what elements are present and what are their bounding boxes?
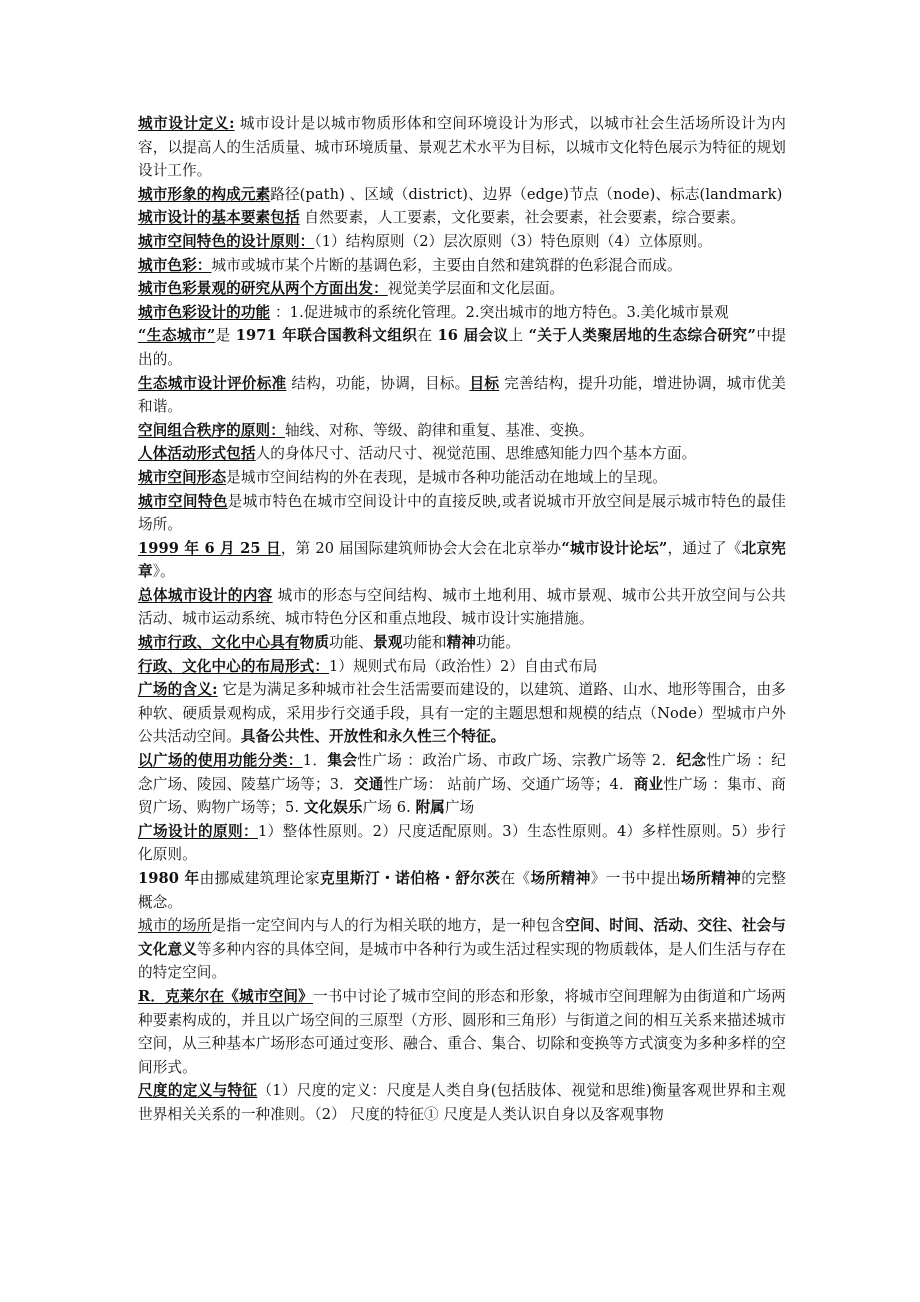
term: 生态城市设计评价标准	[138, 374, 287, 392]
bold-text: 1980 年	[138, 870, 200, 887]
bold-text: 景观	[373, 634, 403, 652]
paragraph-krier-urban-space	[138, 985, 786, 1079]
bold-text: 具备公共性、开放性和永久性三个特征。	[240, 728, 506, 746]
body-text: ：1.促进城市的系统化管理。2.突出城市的地方特色。3.美化城市景观	[270, 303, 729, 321]
term: R．克莱尔在《城市空间》	[138, 987, 313, 1005]
term: 城市设计定义:	[138, 115, 235, 132]
body-text: 》一书中提出	[590, 870, 682, 887]
paragraph-admin-center-layout	[138, 655, 786, 679]
body-text: 上	[508, 327, 529, 345]
paragraph-basic-elements	[138, 206, 786, 230]
body-text: ，通过了《	[667, 539, 742, 557]
term: 城市空间形态	[138, 468, 227, 486]
body-text: 广场 6.	[362, 799, 416, 817]
bold-text: 场所精神	[681, 870, 742, 887]
bold-text: 交通	[353, 775, 384, 793]
body-text: 功能、	[329, 634, 374, 652]
paragraph-scale-definition	[138, 1079, 786, 1126]
body-text: （1）结构原则（2）层次原则（3）特色原则（4）立体原则。	[314, 232, 712, 250]
paragraph-spatial-form	[138, 466, 786, 490]
body-text: 由挪威建筑理论家	[199, 870, 320, 887]
body-text: 人的身体尺寸、活动尺寸、视觉范围、思维感知能力四个基本方面。	[255, 445, 697, 463]
body-text: 1．	[302, 752, 328, 770]
term: 空间组合秩序的原则：	[138, 421, 285, 439]
paragraph-city-place	[138, 914, 786, 985]
body-text: 城市或城市某个片断的基调色彩，主要由自然和建筑群的色彩混合而成。	[211, 256, 682, 274]
term: 城市形象的构成元素	[138, 185, 271, 203]
body-text: 性广场 ：集市、商贸广场、购物广场等；5.	[138, 775, 787, 817]
bold-text: 商业	[633, 775, 664, 793]
body-text: 功能。	[476, 634, 521, 652]
bold-text: 北京宪章	[138, 539, 786, 581]
term: 城市色彩景观的研究从两个方面出发：	[138, 280, 388, 298]
body-text: 完善结构，提升功能，增进协调，城市优美和谐。	[138, 374, 786, 416]
body-text: 》。	[152, 563, 175, 581]
body-text: 是城市特色在城市空间设计中的直接反映,或者说城市开放空间是展示城市特色的最佳场所。	[138, 492, 786, 534]
body-text: 它是为满足多种城市社会生活需要而建设的，以建筑、道路、山水、地形等围合，由多种软、硬质景观构成，采用步行交通手段，具有一定的主题思想和规模的结点（Node）型城市户外公共活动空间。	[138, 681, 786, 746]
paragraph-color-functions	[138, 301, 786, 325]
bold-text: “关于人类聚居地的生态综合研究”	[528, 327, 757, 345]
paragraph-eco-city	[138, 324, 786, 371]
body-text: 城市的形态与空间结构、城市土地利用、城市景观、城市公共开放空间与公共活动、城市运动系统、城市特色分区和重点地段、城市设计实施措施。	[138, 586, 786, 628]
paragraph-square-design-principles	[138, 820, 786, 867]
term: 城市设计的基本要素包括	[138, 209, 300, 227]
body-text: 轴线、对称、等级、韵律和重复、基准、变换。	[284, 421, 594, 439]
body-text: ，第 20 届国际建筑师协会大会在北京举办	[280, 539, 562, 557]
paragraph-overall-design-content	[138, 584, 786, 631]
body-text: 功能和	[402, 634, 447, 652]
body-text: 一书中讨论了城市空间的形态和形象，将城市空间理解为由街道和广场两种要素构成的，并且以广场空间的三原型（方形、圆形和三角形）与街道之间的相互关系来描述城市空间，从三种基本广场形态可通过变形、融合、重合、集合、切除和变换等方式演变为多种多样的空间形式。	[138, 987, 786, 1076]
body-text: （1）尺度的定义：尺度是人类自身(包括肢体、视觉和思维)衡量客观世界和主观世界相关关系的一种准则。（2） 尺度的特征① 尺度是人类认识自身以及客观事物	[138, 1082, 787, 1123]
term: 人体活动形式包括	[138, 445, 256, 463]
body-text: 是	[215, 327, 236, 345]
bold-text: 物质	[299, 634, 330, 652]
body-text: 城市设计是以城市物质形体和空间环境设计为形式，以城市社会生活场所设计为内容，以提高人的生活质量、城市环境质量、景观艺术水平为目标，以城市文化特色展示为特征的规划设计工作。	[138, 115, 787, 180]
paragraph-city-color	[138, 254, 786, 278]
paragraph-spatial-feature	[138, 490, 786, 537]
body-text: 性广场： 站前广场、交通广场等；4．	[383, 775, 634, 793]
term: 城市的场所	[138, 917, 212, 935]
body-text: 1）整体性原则。2）尺度适配原则。3）生态性原则。4）多样性原则。5）步行化原则。	[138, 822, 786, 864]
term: 总体城市设计的内容	[138, 586, 273, 604]
bold-text: 空间、时间、活动、交往、社会与文化意义	[138, 917, 786, 958]
body-text: 等多种内容的具体空间，是城市中各种行为或生活过程实现的物质载体，是人们生活与存在的特定空间。	[138, 940, 786, 982]
paragraph-human-activity	[138, 442, 786, 466]
bold-text: “城市设计论坛”	[561, 539, 668, 557]
term: 城市空间特色的设计原则：	[138, 232, 315, 250]
bold-text: 克里斯汀・诺伯格・舒尔茨	[319, 870, 501, 887]
paragraph-color-research	[138, 277, 786, 301]
body-text: 在《	[500, 870, 531, 887]
body-text: 路径(path) 、区域（district)、边界（edge)节点（node)、标志(landmark)	[270, 185, 783, 203]
term: 城市色彩：	[138, 256, 212, 274]
paragraph-admin-center-functions	[138, 631, 786, 655]
bold-text: 文化娱乐	[303, 799, 363, 817]
bold-text: 1971 年联合国教科文组织	[235, 327, 418, 345]
body-text: 视觉美学层面和文化层面。	[387, 280, 565, 298]
body-text: 1）规则式布局（政治性）2）自由式布局	[329, 657, 598, 675]
bold-text: 16 届会议	[437, 327, 509, 345]
paragraph-city-image-elements	[138, 183, 786, 207]
paragraph-urban-design-definition	[138, 112, 786, 183]
term: 广场设计的原则：	[138, 822, 258, 840]
body-text: 性广场 ：政治广场、市政广场、宗教广场等 2．	[357, 752, 677, 770]
body-text: 在	[417, 327, 438, 345]
term: 行政、文化中心的布局形式：	[138, 657, 330, 675]
body-text: 是城市空间结构的外在表现，是城市各种功能活动在地域上的呈现。	[226, 468, 667, 486]
body-text: 是指一定空间内与人的行为相关联的地方，是一种包含	[211, 917, 566, 935]
paragraph-space-feature-principles	[138, 230, 786, 254]
term: “生态城市”	[138, 327, 216, 345]
term: 以广场的使用功能分类：	[138, 752, 303, 770]
bold-text: 附属	[415, 799, 445, 817]
paragraph-square-meaning	[138, 678, 786, 749]
body-text: 性广场 ：纪念广场、陵园、陵墓广场等；3．	[138, 752, 786, 793]
bold-text: 集会	[327, 752, 358, 770]
paragraph-genius-loci	[138, 867, 786, 914]
term: 1999 年 6 月 25 日	[138, 539, 281, 557]
body-text: 广场	[444, 799, 475, 817]
body-text: 中提出的。	[138, 327, 787, 368]
term: 城市行政、文化中心具有	[138, 634, 300, 652]
paragraph-beijing-charter	[138, 537, 786, 584]
document-page	[138, 112, 786, 1127]
term: 城市色彩设计的功能	[138, 303, 271, 321]
bold-text: 纪念	[676, 752, 707, 770]
paragraph-eco-evaluation	[138, 372, 786, 419]
body-text: 自然要素，人工要素，文化要素，社会要素，社会要素，综合要素。	[299, 209, 746, 227]
bold-text: 精神	[446, 634, 476, 652]
bold-text: 场所精神	[530, 870, 591, 887]
term: 城市空间特色	[138, 492, 228, 510]
paragraph-square-classification	[138, 749, 786, 820]
body-text: 结构，功能，协调，目标。	[286, 374, 470, 392]
paragraph-spatial-order	[138, 419, 786, 443]
term: 目标	[469, 374, 500, 392]
term: 广场的含义:	[138, 681, 218, 699]
term: 尺度的定义与特征	[138, 1082, 258, 1100]
body-text: 的完整概念。	[138, 870, 786, 911]
